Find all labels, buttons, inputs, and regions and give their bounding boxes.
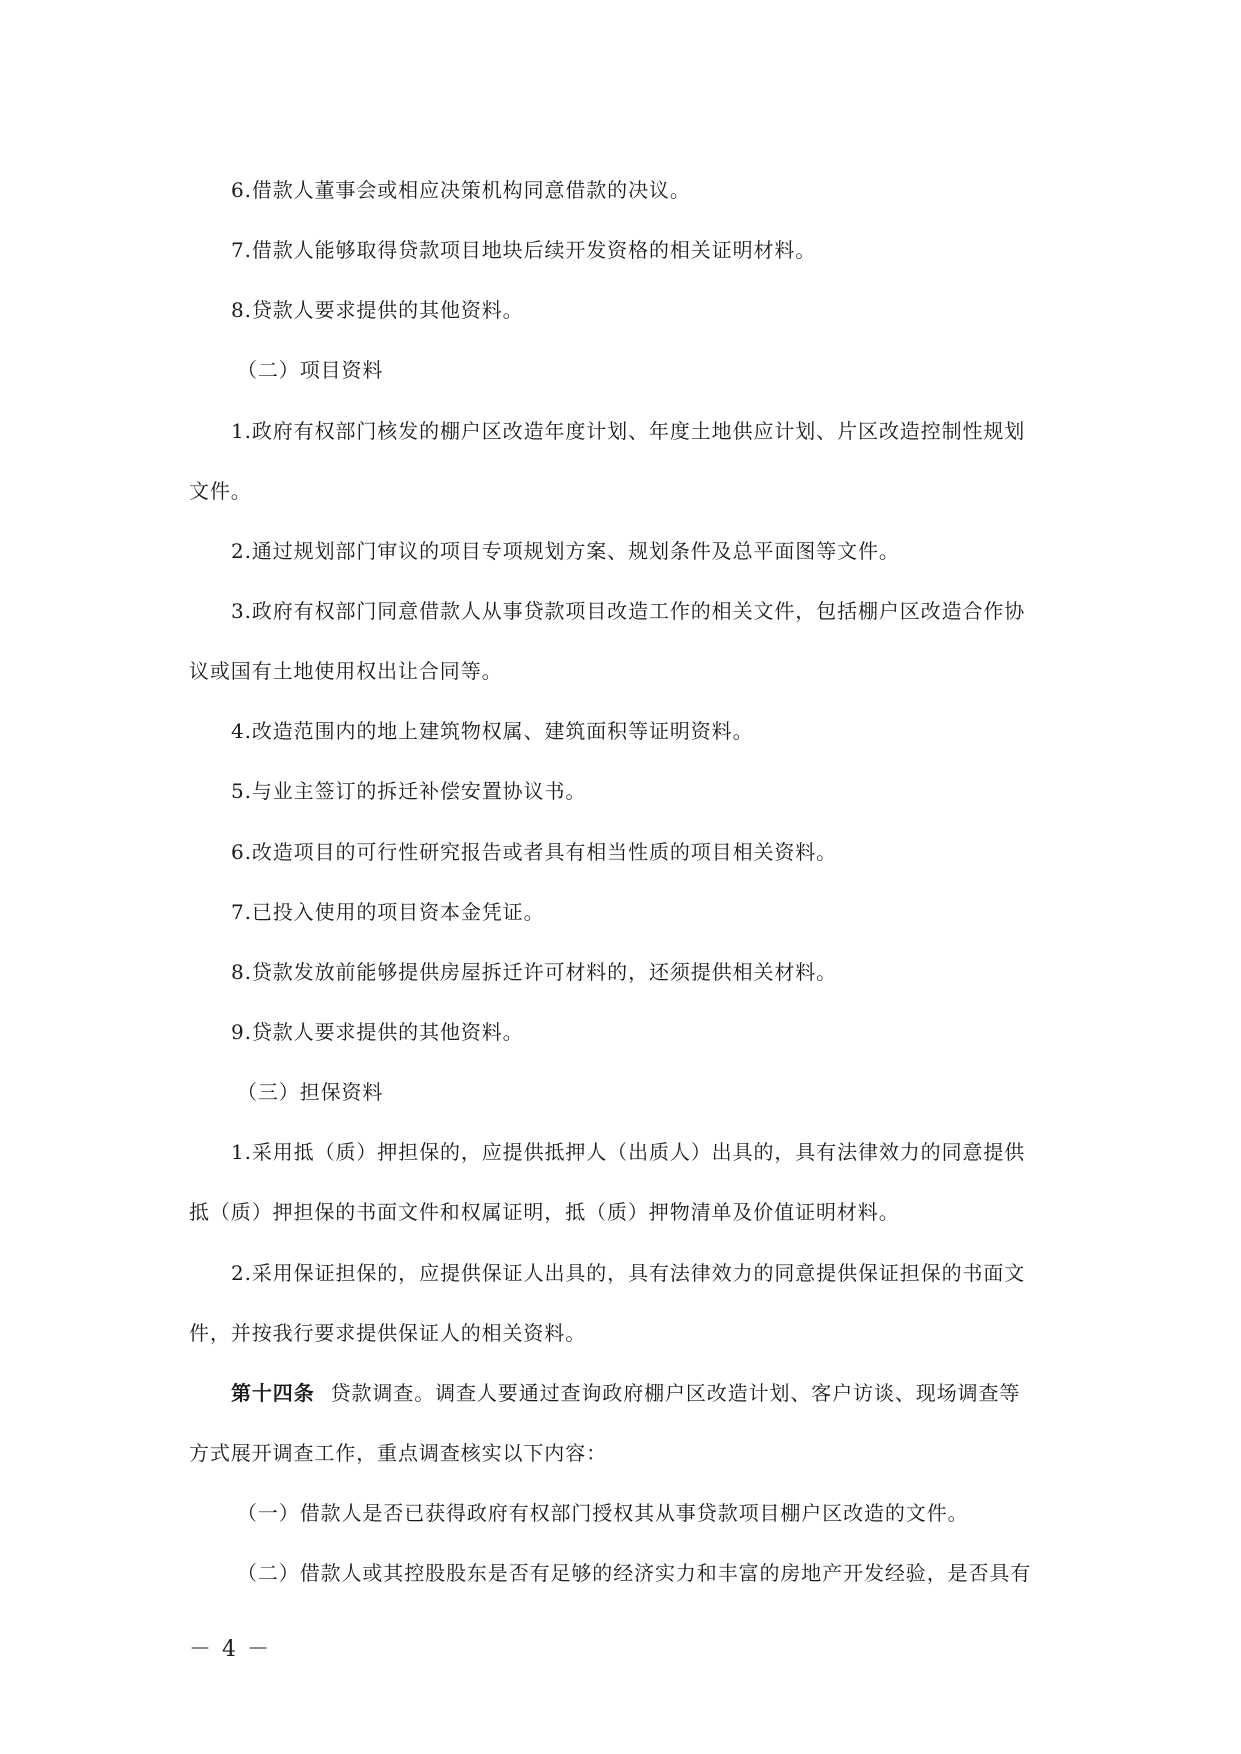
section-heading: （二）项目资料 (237, 358, 384, 382)
article-paragraph (231, 1379, 1020, 1407)
paragraph-line: 1.政府有权部门核发的棚户区改造年度计划、年度土地供应计划、片区改造控制性规划 (231, 419, 1026, 443)
paragraph-line: （二）借款人或其控股股东是否有足够的经济实力和丰富的房地产开发经验，是否具有 (237, 1561, 1032, 1585)
paragraph-line: 3.政府有权部门同意借款人从事贷款项目改造工作的相关文件，包括棚户区改造合作协 (231, 599, 1026, 623)
paragraph-line: 8.贷款发放前能够提供房屋拆迁许可材料的，还须提供相关材料。 (231, 960, 838, 984)
paragraph-line: 9.贷款人要求提供的其他资料。 (231, 1020, 524, 1044)
paragraph-line: 抵（质）押担保的书面文件和权属证明，抵（质）押物清单及价值证明材料。 (189, 1200, 900, 1224)
paragraph-line: 8.贷款人要求提供的其他资料。 (231, 298, 524, 322)
paragraph-line: 议或国有土地使用权出让合同等。 (189, 659, 503, 683)
page-number: － 4 － (189, 1637, 271, 1662)
paragraph-line: 2.采用保证担保的，应提供保证人出具的，具有法律效力的同意提供保证担保的书面文 (231, 1261, 1026, 1285)
paragraph-line: 件，并按我行要求提供保证人的相关资料。 (189, 1321, 587, 1345)
paragraph-line: 6.借款人董事会或相应决策机构同意借款的决议。 (231, 178, 691, 202)
paragraph-line: 1.采用抵（质）押担保的，应提供抵押人（出质人）出具的，具有法律效力的同意提供 (231, 1140, 1026, 1164)
paragraph-line: 7.借款人能够取得贷款项目地块后续开发资格的相关证明材料。 (231, 238, 817, 262)
paragraph-line: 6.改造项目的可行性研究报告或者具有相当性质的项目相关资料。 (231, 840, 838, 864)
section-heading: （三）担保资料 (237, 1080, 384, 1104)
paragraph-line: 方式展开调查工作，重点调查核实以下内容： (189, 1441, 607, 1465)
paragraph-line: 7.已投入使用的项目资本金凭证。 (231, 900, 545, 924)
paragraph-line: 文件。 (189, 479, 252, 503)
paragraph-line: 4.改造范围内的地上建筑物权属、建筑面积等证明资料。 (231, 719, 754, 743)
article-heading: 第十四条 (231, 1381, 315, 1405)
paragraph-line: 5.与业主签订的拆迁补偿安置协议书。 (231, 779, 587, 803)
paragraph-line: （一）借款人是否已获得政府有权部门授权其从事贷款项目棚户区改造的文件。 (237, 1501, 969, 1525)
paragraph-line: 2.通过规划部门审议的项目专项规划方案、规划条件及总平面图等文件。 (231, 539, 900, 563)
article-text: 贷款调查。调查人要通过查询政府棚户区改造计划、客户访谈、现场调查等 (330, 1381, 1021, 1405)
